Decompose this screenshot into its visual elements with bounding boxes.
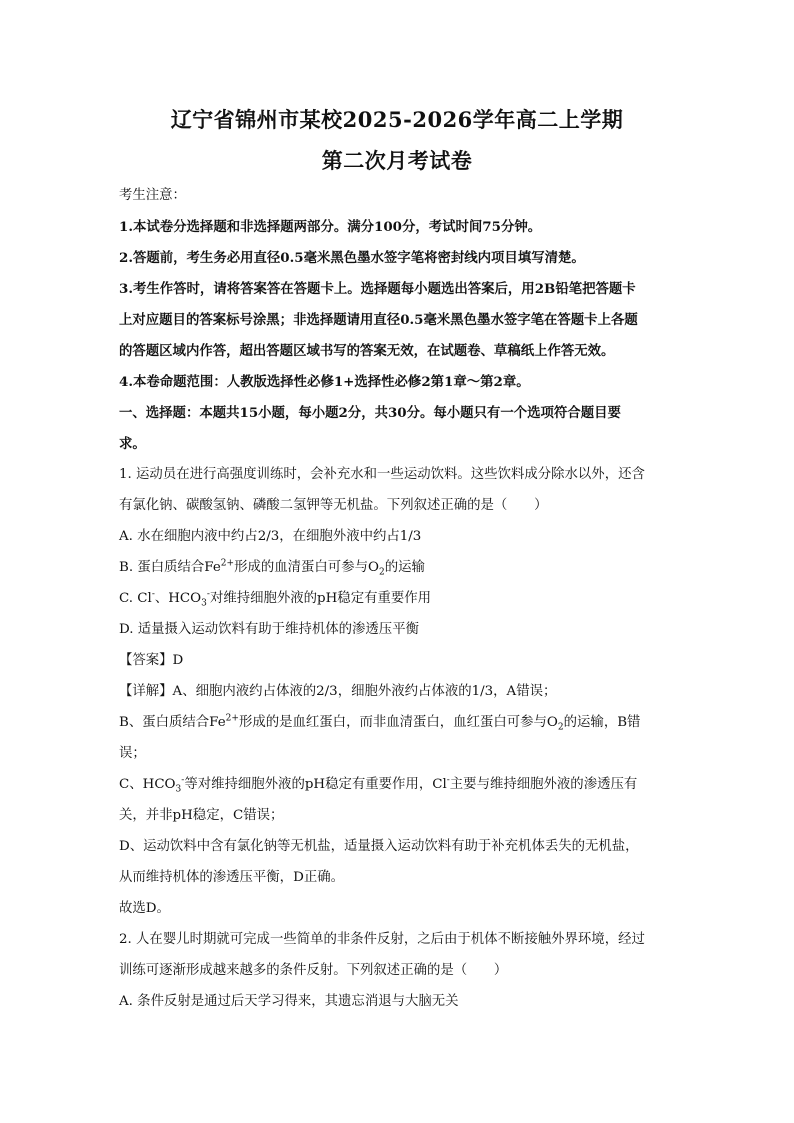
q1-explanation-d-line1: D、运动饮料中含有氯化钠等无机盐，适量摄入运动饮料有助于补充机体丢失的无机盐， — [119, 839, 639, 854]
q1-stem-line1: 1. 运动员在进行高强度训练时，会补充水和一些运动饮料。这些饮料成分除水以外，还含 — [119, 467, 645, 482]
q1-explanation-c-line1: C、$HCO_3^-$等对维持细胞外液的pH稳定有重要作用，Cl-主要与维持细胞外液的渗透压有 — [119, 775, 638, 795]
q1-conclusion: 故选D。 — [119, 901, 170, 916]
q2-stem-line1: 2. 人在婴儿时期就可完成一些简单的非条件反射，之后由于机体不断接触外界环境，经过 — [119, 932, 645, 947]
q1-explanation-b-line1: B、蛋白质结合$Fe^{2+}$形成的是血红蛋白，而非血清蛋白，血红蛋白可参与$O_2$的运输，B错 — [119, 713, 641, 733]
notice-item-1: 1.本试卷分选择题和非选择题两部分。满分100分，考试时间75分钟。 — [119, 219, 542, 235]
q2-stem-line2: 训练可逐渐形成越来越多的条件反射。下列叙述正确的是（ ） — [119, 963, 508, 978]
q1-option-d: D. 适量摄入运动饮料有助于维持机体的渗透压平衡 — [119, 622, 419, 637]
notice-item-2: 2.答题前，考生务必用直径0.5毫米黑色墨水签字笔将密封线内项目填写清楚。 — [119, 250, 585, 266]
section1-heading-line1: 一、选择题：本题共15小题，每小题2分，共30分。每小题只有一个选项符合题目要 — [119, 405, 621, 421]
q1-explanation-d-line2: 从而维持机体的渗透压平衡，D正确。 — [119, 870, 344, 885]
q1-option-a: A. 水在细胞内液中约占2/3，在细胞外液中约占1/3 — [119, 529, 422, 544]
q1-option-b: B. 蛋白质结合$Fe^{2+}$形成的血清蛋白可参与$O_2$的运输 — [119, 558, 425, 578]
q1-option-c: C. Cl-、$HCO_3^-$对维持细胞外液的pH稳定有重要作用 — [119, 589, 432, 609]
section1-heading-line2: 求。 — [119, 436, 146, 452]
q1-explanation-b-line2: 误； — [119, 746, 146, 761]
notice-item-3-line1: 3.考生作答时，请将答案答在答题卡上。选择题每小题选出答案后，用2B铅笔把答题卡 — [119, 281, 636, 297]
q2-option-a: A. 条件反射是通过后天学习得来，其遗忘消退与大脑无关 — [119, 994, 459, 1009]
notice-item-4: 4.本卷命题范围：人教版选择性必修1+选择性必修2第1章～第2章。 — [119, 374, 530, 390]
exam-title-line1: 辽宁省锦州市某校2025-2026学年高二上学期 — [170, 107, 624, 132]
exam-title-line2: 第二次月考试卷 — [321, 148, 473, 173]
q1-explanation-a: 【详解】A、细胞内液约占体液的2/3，细胞外液约占体液的1/3，A错误； — [119, 684, 557, 699]
notice-item-3-line3: 的答题区域内作答，超出答题区域书写的答案无效，在试题卷、草稿纸上作答无效。 — [119, 343, 615, 359]
notice-item-3-line2: 上对应题目的答案标号涂黑；非选择题请用直径0.5毫米黑色墨水签字笔在答题卡上各题 — [119, 312, 638, 328]
q1-answer: 【答案】D — [119, 653, 184, 668]
q1-explanation-c-line2: 关，并非pH稳定，C错误； — [119, 808, 284, 823]
notice-heading: 考生注意： — [119, 188, 186, 203]
q1-stem-line2: 有氯化钠、碳酸氢钠、磷酸二氢钾等无机盐。下列叙述正确的是（ ） — [119, 498, 548, 513]
